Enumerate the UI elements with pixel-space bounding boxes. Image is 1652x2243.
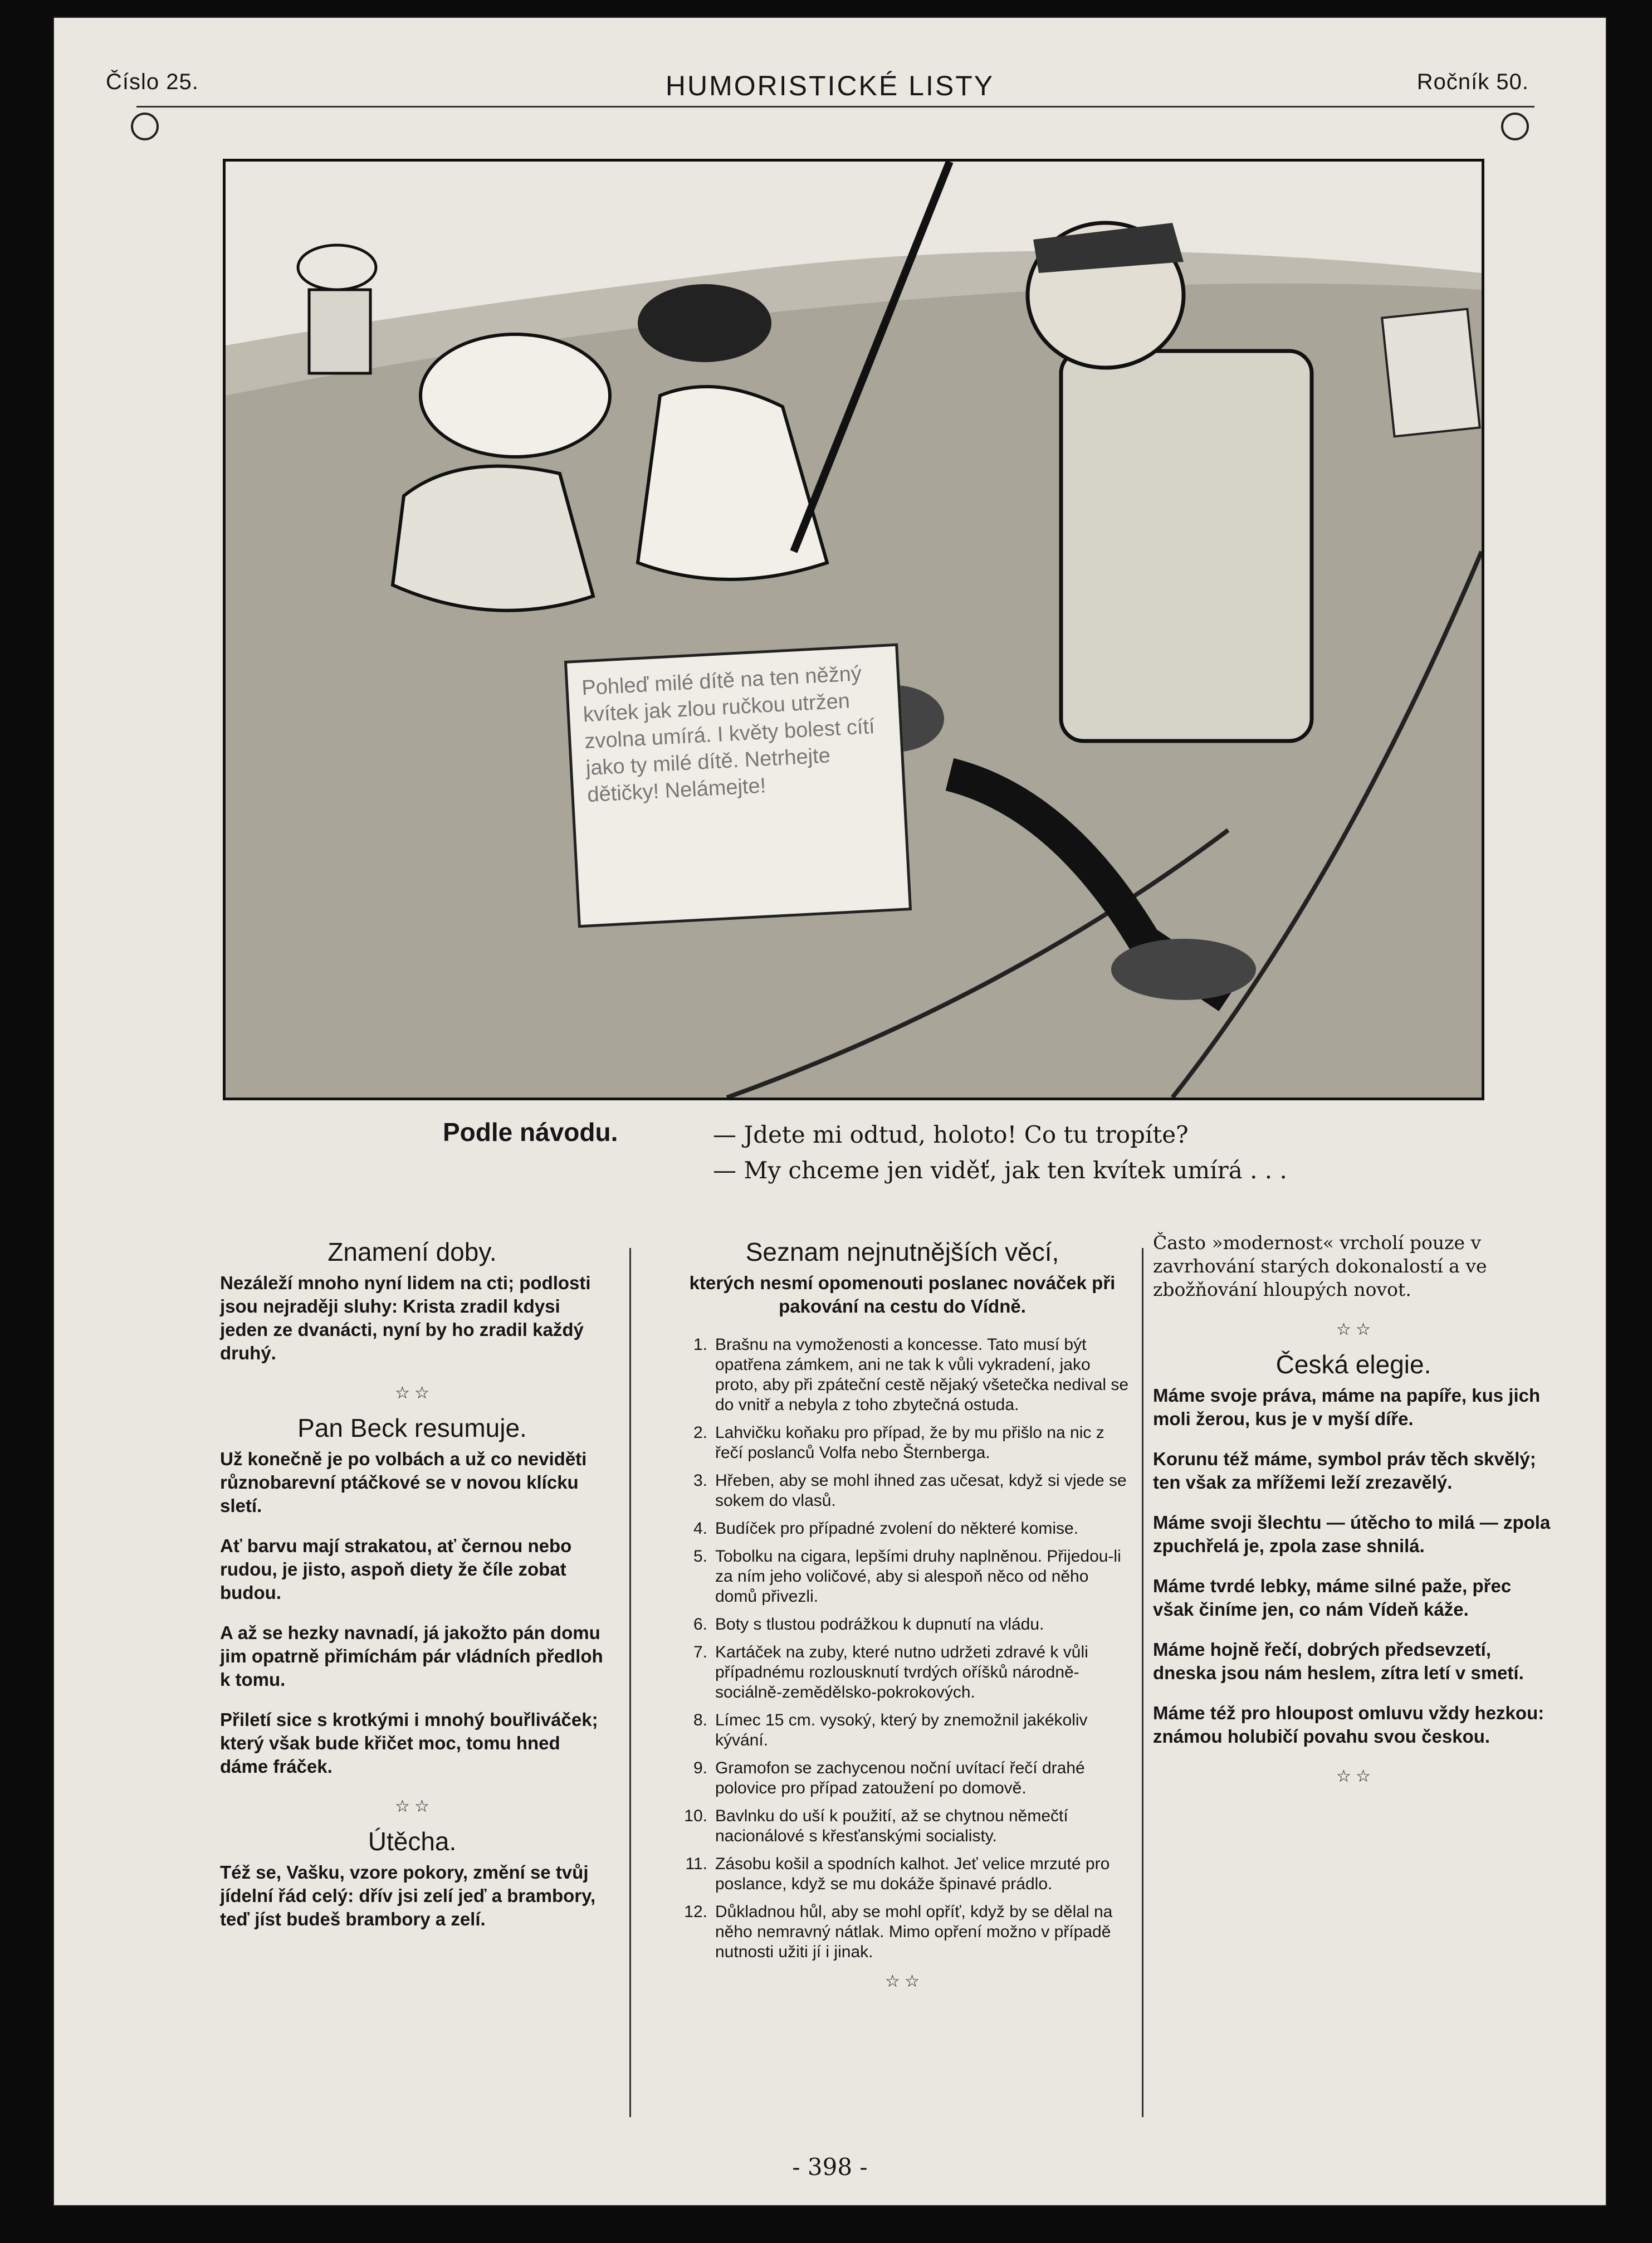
poem-stanza-5: Máme hojně řečí, dobrých předsevzetí, dneska jsou nám heslem, zítra letí v smetí. bbox=[1153, 1639, 1524, 1683]
poem-stanza-4: Přiletí sice s krotkými i mnohý bouřliváček; který však bude křičet moc, tomu hned dáme fráček. bbox=[220, 1709, 598, 1777]
left-ornament-icon bbox=[131, 113, 159, 140]
list-item: 9. Gramofon se zachycenou noční uvítací řečí drahé polovice pro případ zatoužení po domově. bbox=[693, 1759, 1085, 1797]
stars-divider: ☆ ☆ bbox=[1336, 1767, 1371, 1786]
list-item: 11. Zásobu košil a spodních kalhot. Jeť velice mrzuté pro poslance, když se mu dokáže špinavé prádlo. bbox=[685, 1855, 1110, 1893]
epigram-text: Nezáleží mnoho nyní lidem na cti; podlosti jsou nejraději sluhy: Krista zradil kdysi jeden ze dvanácti, nyní by ho zradil každý druhý. bbox=[220, 1272, 591, 1363]
list-item: 1. Brašnu na vymoženosti a koncesse. Tato musí být opatřena zámkem, ani ne tak k vůli vykradení, jako proto, aby při zpáteční cestě nějaký všetečka nedival se do vnitř a nebyla z toho zbytečná ostuda. bbox=[693, 1335, 1129, 1414]
right-ornament-icon bbox=[1501, 113, 1529, 140]
list-item: 6. Boty s tlustou podrážkou k dupnutí na vládu. bbox=[693, 1615, 1044, 1634]
column-2 bbox=[674, 1231, 1131, 2005]
column-divider-2 bbox=[1142, 1248, 1143, 2117]
dialogue-line-2: — My chceme jen viděť, jak ten kvítek umírá . . . bbox=[713, 1157, 1287, 1184]
background-sign bbox=[1381, 308, 1481, 437]
warning-sign: Pohleď milé dítě na ten něžný kvítek jak zlou ručkou utržen zvolna umírá. I květy bolest cítí jako ty milé dítě. Netrhejte dětičky! Nelámejte! bbox=[564, 643, 912, 928]
poem-stanza-1: Máme svoje práva, máme na papíře, kus jich moli žerou, kus je v myší díře. bbox=[1153, 1385, 1541, 1429]
column-3 bbox=[1153, 1231, 1554, 1800]
cartoon-drawing bbox=[226, 162, 1482, 1098]
stars-divider: ☆ ☆ bbox=[884, 1972, 920, 1991]
section-title-ceska-elegie: Česká elegie. bbox=[1275, 1350, 1431, 1379]
poem-stanza-6: Máme též pro hloupost omluvu vždy hezkou: známou holubičí povahu svou českou. bbox=[1153, 1703, 1545, 1747]
caption-dialogue bbox=[713, 1117, 1287, 1188]
volume-number: Ročník 50. bbox=[1416, 70, 1529, 94]
stars-divider: ☆ ☆ bbox=[1336, 1320, 1371, 1339]
poem-stanza-1: Už konečně je po volbách a už co neviděti různobarevní ptáčkové se v novou klícku sletí. bbox=[220, 1449, 587, 1516]
header-rule bbox=[136, 106, 1534, 108]
list-item: 10. Bavlnku do uší k použití, až se chytnou němečtí nacionálové s křesťanskými socialisty. bbox=[684, 1807, 1068, 1845]
section-title-znameni-doby: Znamení doby. bbox=[328, 1237, 497, 1266]
magazine-page bbox=[53, 17, 1607, 2206]
masthead-title: HUMORISTICKÉ LISTY bbox=[665, 70, 995, 101]
column-1 bbox=[220, 1231, 604, 1948]
poem-stanza-3: A až se hezky navnadí, já jakožto pán domu jim opatrně přimíchám pár vládních předloh k tomu. bbox=[220, 1622, 603, 1690]
cartoon-illustration bbox=[223, 159, 1484, 1100]
poem-stanza-4: Máme tvrdé lebky, máme silné paže, přec však činíme jen, co nám Vídeň káže. bbox=[1153, 1576, 1512, 1620]
list-item: 12. Důkladnou hůl, aby se mohl opříť, když by se dělal na něho nemravný nátlak. Mimo opření možno v případě nutnosti užiti jí i jinak. bbox=[684, 1903, 1113, 1961]
list-item: 3. Hřeben, aby se mohl ihned zas učesat, když si vjede se sokem do vlasů. bbox=[693, 1471, 1127, 1510]
section-title-utecha: Útěcha. bbox=[368, 1827, 457, 1856]
poem-stanza-3: Máme svoji šlechtu — útěcho to milá — zpola zpuchřelá je, zpola zase shnilá. bbox=[1153, 1512, 1551, 1556]
list-item: 7. Kartáček na zuby, které nutno udržeti zdravé k vůli případnému rozlousknutí tvrdých oříšků národně-sociálně-zemědělsko-pokrokových. bbox=[693, 1643, 1088, 1701]
poem-stanza-utecha: Též se, Vašku, vzore pokory, změní se tvůj jídelní řád celý: dřív jsi zelí jeď a brambory, teď jíst budeš brambory a zelí. bbox=[220, 1862, 596, 1929]
stars-divider: ☆ ☆ bbox=[394, 1797, 430, 1816]
column-divider-1 bbox=[629, 1248, 631, 2117]
items-list bbox=[674, 1335, 1131, 1962]
list-intro: kterých nesmí opomenouti poslanec nováček při pakování na cestu do Vídně. bbox=[689, 1272, 1116, 1316]
section-title-pan-beck: Pan Beck resumuje. bbox=[297, 1413, 527, 1442]
page-number: - 398 - bbox=[792, 2153, 868, 2181]
dialogue-line-1: — Jdete mi odtud, holoto! Co tu tropíte? bbox=[713, 1121, 1189, 1148]
poem-stanza-2: Ať barvu mají strakatou, ať černou nebo rudou, je jisto, aspoň diety že číle zobat budou. bbox=[220, 1535, 572, 1603]
caption-title: Podle návodu. bbox=[443, 1118, 618, 1147]
list-item: 2. Lahvičku koňaku pro případ, že by mu přišlo na nic z řečí poslanců Volfa nebo Šternberga. bbox=[693, 1423, 1104, 1462]
list-item: 4. Budíček pro případné zvolení do některé komise. bbox=[693, 1519, 1079, 1538]
issue-number: Číslo 25. bbox=[106, 70, 199, 94]
section-title-seznam: Seznam nejnutnějších věcí, bbox=[745, 1237, 1059, 1266]
list-item: 5. Tobolku na cigara, lepšími druhy naplněnou. Přijedou-li za ním jeho voličové, aby si alespoň něco od něho domů přivezli. bbox=[693, 1547, 1121, 1606]
list-item: 8. Límec 15 cm. vysoký, který by znemožnil jakékoliv kývání. bbox=[693, 1711, 1088, 1749]
aphorism-text: Často »modernost« vrcholí pouze v zavrhování starých dokonalostí a ve zbožňování hloupých novot. bbox=[1153, 1232, 1487, 1300]
stars-divider: ☆ ☆ bbox=[394, 1384, 430, 1402]
poem-stanza-2: Korunu též máme, symbol práv těch skvělý; ten však za mřížemi leží zrezavělý. bbox=[1153, 1449, 1536, 1493]
